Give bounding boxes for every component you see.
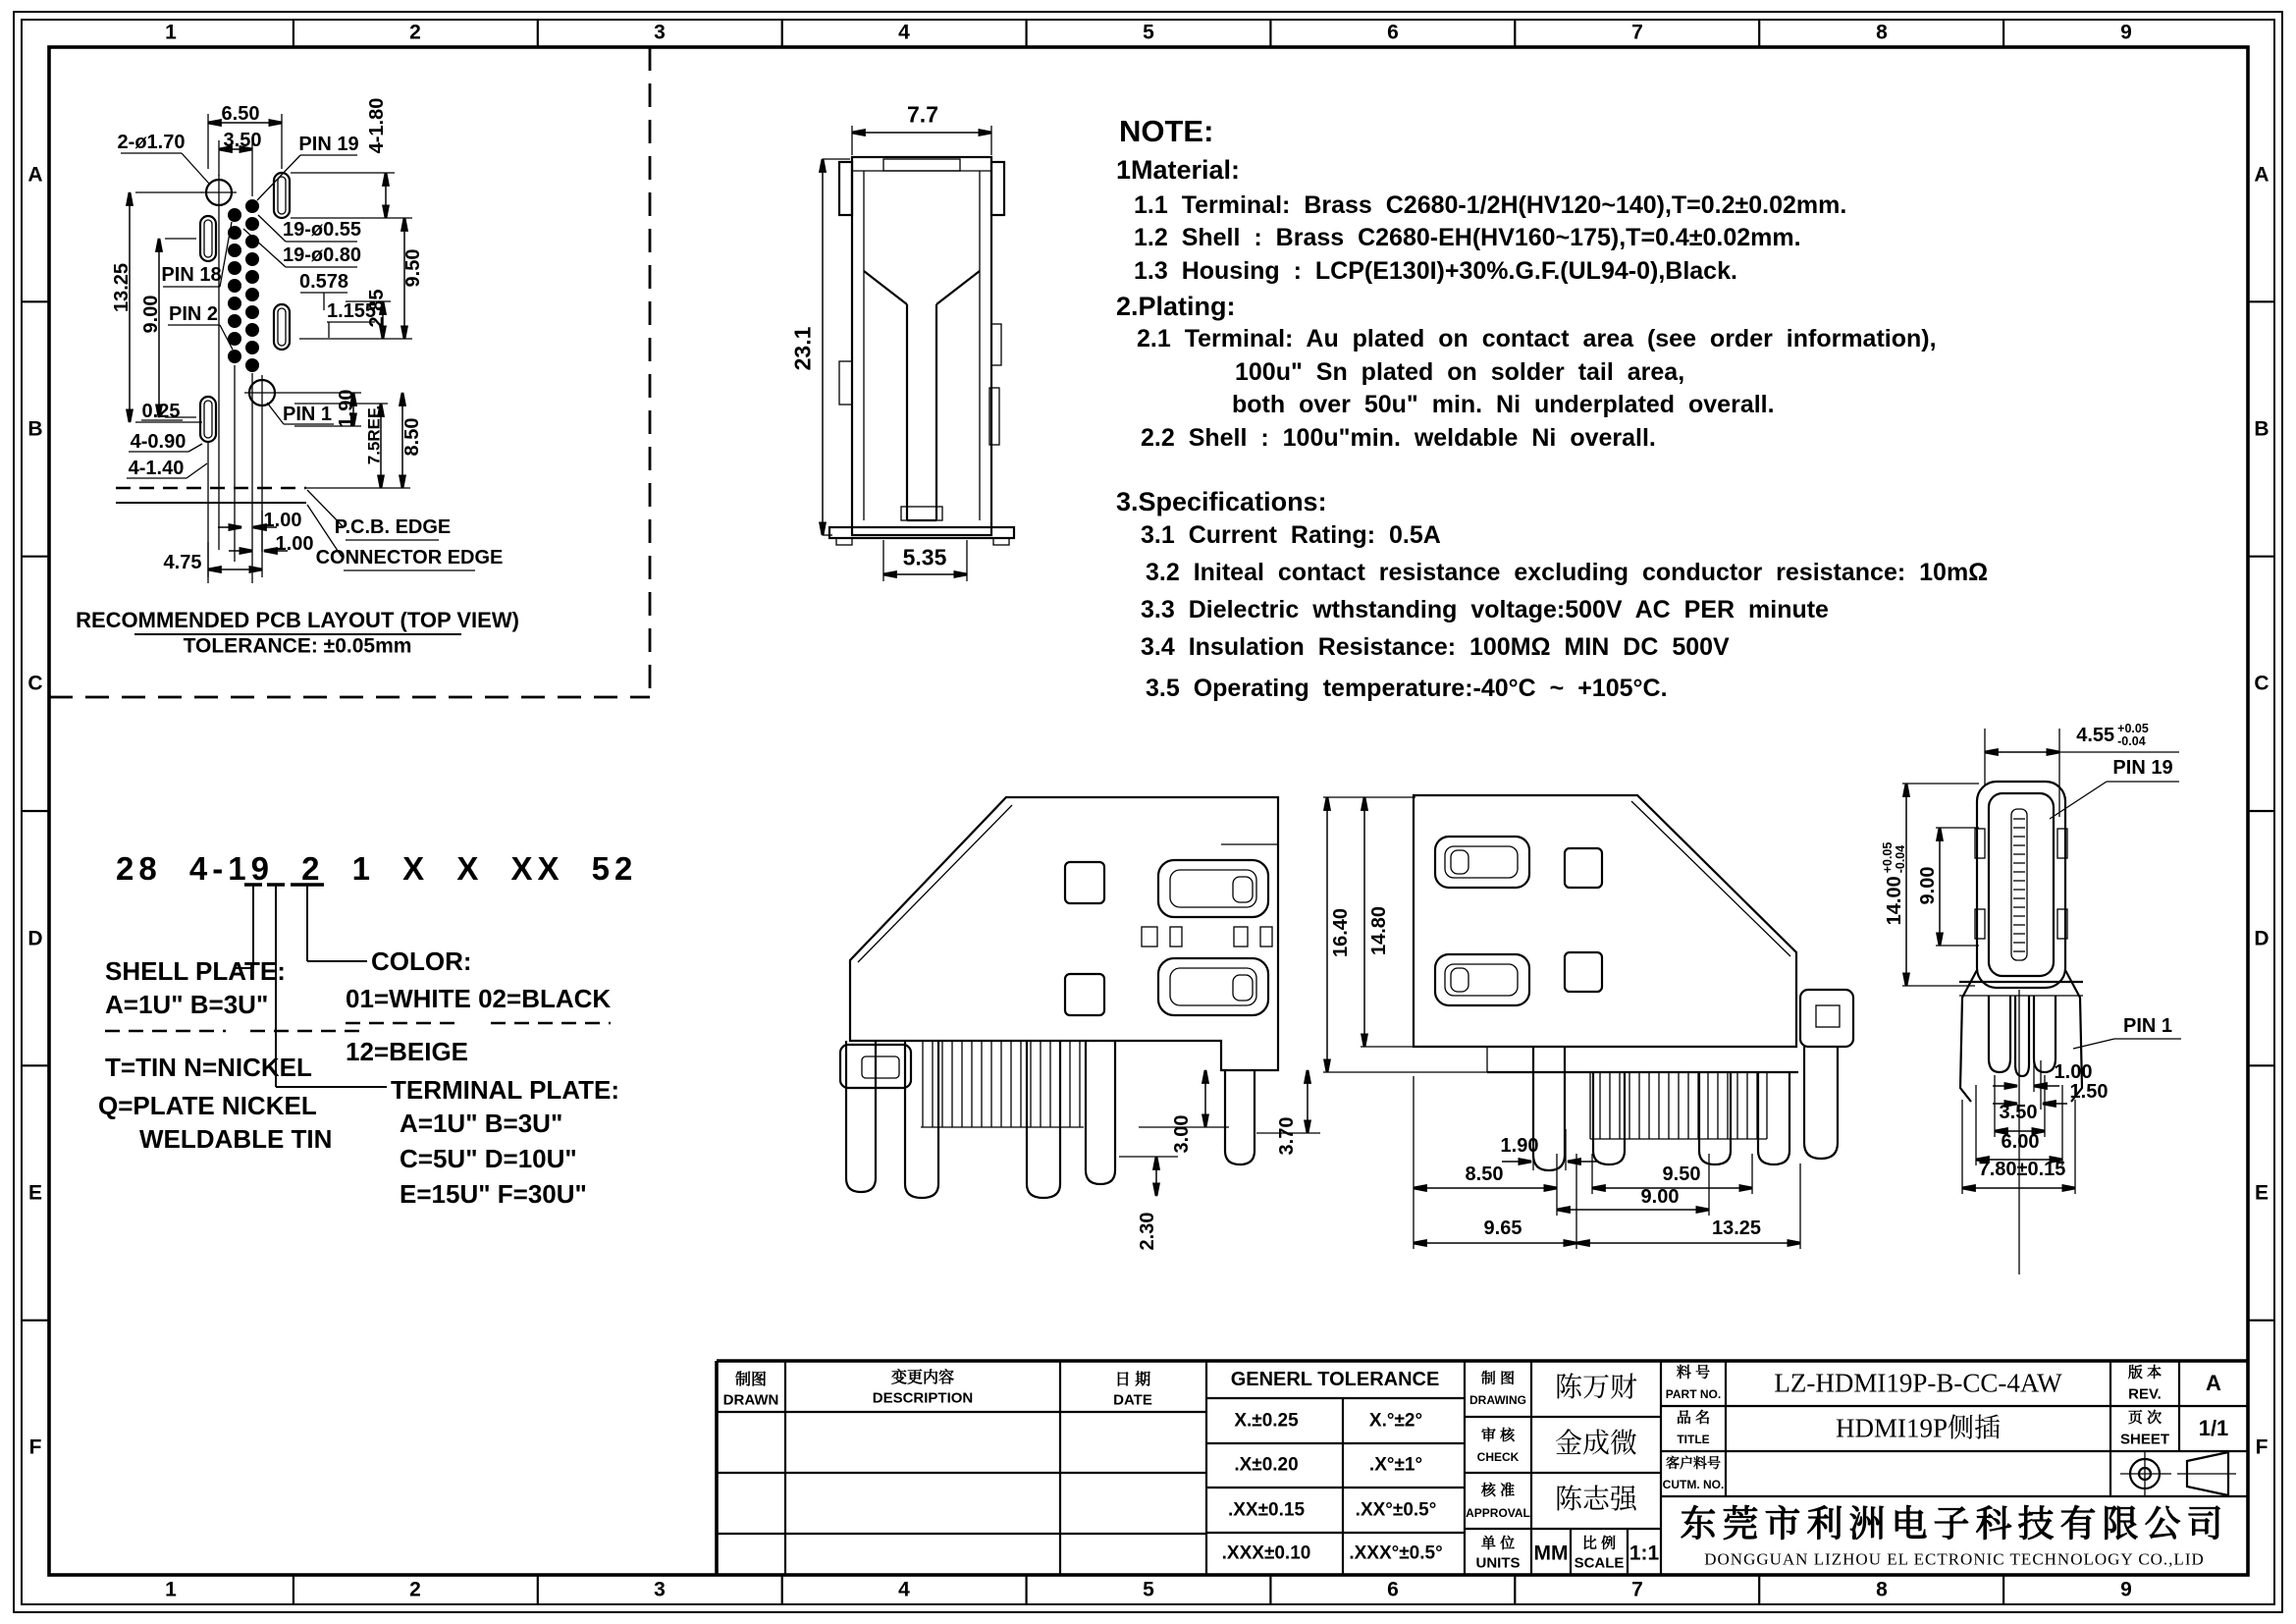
dim-8-50: 8.50 [401,417,423,457]
zone-col: 8 [1876,21,1888,44]
color-title: COLOR: [371,947,472,976]
units-value: MM [1533,1542,1569,1565]
dim-1-90: 1.90 [336,389,357,428]
zone-col: 3 [654,21,666,44]
dim-7-5ref: 7.5REF. [364,405,384,465]
shell-plate-options: Q=PLATE NICKEL [98,1091,317,1120]
company-name-en: DONGGUAN LIZHOU EL ECTRONIC TECHNOLOGY CO.,LID [1704,1549,2205,1569]
company-name-cn: 东莞市利洲电子科技有限公司 [1680,1503,2229,1544]
dim-1-00: 1.00 [2054,1061,2093,1083]
title-value: HDMI19P侧插 [1835,1413,2002,1443]
dim-19-055: 19-ø0.55 [282,219,362,241]
note-line: 3.2 Initeal contact resistance excluding conductor resistance: 10mΩ [1146,559,1989,586]
units-label-cn: 单 位 [1480,1535,1516,1552]
zone-col: 2 [409,21,421,44]
terminal-plate-options: C=5U" D=10U" [400,1144,577,1173]
part-no-label-en: PART NO. [1665,1387,1722,1401]
tolerance-cell: .XX±0.15 [1227,1499,1306,1521]
zone-row: B [2254,417,2269,441]
label-pin1: PIN 1 [282,404,333,425]
rev-label-en: REV. [2128,1385,2162,1403]
dim-13-25: 13.25 [1711,1218,1762,1239]
zone-row: C [27,672,43,695]
tolerance-cell: X.°±2° [1368,1410,1423,1432]
note-line: 3.3 Dielectric wthstanding voltage:500V AC PER minute [1141,596,1829,623]
color-options: 01=WHITE 02=BLACK [346,984,612,1013]
plug-view [1902,729,2181,1274]
rev-label-cn: 版 本 [2127,1364,2163,1381]
dim-9-00: 9.00 [1917,866,1939,905]
label-pin18: PIN 18 [161,264,222,286]
dim-9-50: 9.50 [1662,1164,1701,1185]
zone-row: B [27,417,43,441]
dim-1-00a: 1.00 [263,510,302,531]
drawing-label-cn: 制 图 [1480,1370,1516,1387]
terminal-plate-options: A=1U" B=3U" [400,1109,563,1138]
approval-label-en: APPROVAL [1466,1506,1530,1520]
dim-14-00: 14.00 +0.05 -0.04 [1880,841,1907,926]
dim-3-00: 3.00 [1171,1114,1193,1154]
scale-value: 1:1 [1629,1542,1660,1565]
dim-7-80: 7.80±0.15 [1978,1159,2066,1180]
note-line: 100u" Sn plated on solder tail area, [1235,358,1685,386]
zone-col: 4 [898,1578,910,1601]
zone-row: E [27,1181,43,1205]
zone-col: 8 [1876,1578,1888,1601]
note-line: 1.1 Terminal: Brass C2680-1/2H(HV120~140),T=0.2±0.02mm. [1134,191,1847,219]
dim-4-55: 4.55 +0.05 -0.04 [2076,721,2149,748]
terminal-plate-title: TERMINAL PLATE: [391,1075,620,1105]
date-label-en: DATE [1113,1391,1152,1409]
dim-2-85: 2.85 [366,289,388,328]
pcb-caption: RECOMMENDED PCB LAYOUT (TOP VIEW) [76,608,519,632]
tolerance-cell: X.±0.25 [1234,1410,1299,1432]
note-line: both over 50u" min. Ni underplated overall. [1232,391,1775,418]
zone-col: 9 [2120,21,2132,44]
note-line: 1.2 Shell : Brass C2680-EH(HV160~175),T=0.4±0.02mm. [1134,224,1801,251]
shell-plate-title: SHELL PLATE: [105,956,286,986]
note-line: 2.2 Shell : 100u"min. weldable Ni overall. [1141,424,1656,452]
dim-19-080: 19-ø0.80 [282,244,362,266]
dim-1-50: 1.50 [2069,1081,2109,1103]
dim-1155: 1.155 [326,300,377,322]
dim-16-40: 16.40 [1330,907,1352,958]
tolerance-title: GENERL TOLERANCE [1230,1369,1440,1390]
zone-col: 1 [165,21,177,44]
customer-no-label-cn: 客户料号 [1666,1455,1721,1471]
pcb-caption-tolerance: TOLERANCE: ±0.05mm [183,634,412,658]
zone-row: D [2254,927,2269,950]
dim-1-90: 1.90 [1500,1135,1539,1157]
dim-5-35: 5.35 [902,544,947,570]
zone-row: C [2254,672,2269,695]
dim-4-140: 4-1.40 [128,458,185,479]
rear-view [1323,795,1853,1249]
sheet-value: 1/1 [2198,1416,2229,1440]
dim-6-00: 6.00 [2001,1131,2040,1153]
color-options: 12=BEIGE [346,1037,469,1066]
dim-1-00b: 1.00 [275,533,314,555]
description-label-cn: 变更内容 [890,1370,955,1386]
tolerance-cell: .X±0.20 [1234,1454,1299,1476]
dim-4-090: 4-0.90 [130,431,187,453]
label-connector-edge: CONNECTOR EDGE [315,547,504,568]
dim-4-180: 4-1.80 [366,97,388,154]
title-label-cn: 品 名 [1676,1409,1711,1427]
dim-3-70: 3.70 [1276,1116,1298,1156]
tolerance-cell: .XXX±0.10 [1221,1543,1311,1564]
note-line: 3.4 Insulation Resistance: 100MΩ MIN DC 500V [1141,633,1730,661]
approval-label-cn: 核 准 [1480,1482,1516,1499]
description-label-en: DESCRIPTION [872,1389,974,1407]
dim-9-50: 9.50 [402,248,424,288]
note-line: 3.Specifications: [1116,487,1327,516]
dim-9-00: 9.00 [1640,1186,1680,1208]
zone-row: A [2254,163,2269,187]
check-label-en: CHECK [1476,1450,1520,1464]
part-no-label-cn: 料 号 [1676,1364,1711,1381]
zone-col: 5 [1143,21,1154,44]
zone-row: A [27,163,43,187]
tolerance-cell: .XXX°±0.5° [1349,1543,1443,1564]
drawn-label-en: DRAWN [722,1391,779,1409]
dim-4-75: 4.75 [163,552,202,573]
drawing-label-en: DRAWING [1469,1393,1526,1407]
zone-col: 7 [1631,21,1643,44]
dim-14-80: 14.80 [1368,905,1390,956]
dim-13-25: 13.25 [111,262,133,313]
dim-3-50: 3.50 [1999,1102,2038,1123]
label-pin2: PIN 2 [168,303,219,325]
zone-col: 4 [898,21,910,44]
dim-9-65: 9.65 [1483,1218,1522,1239]
date-label-cn: 日 期 [1114,1372,1151,1388]
zone-col: 7 [1631,1578,1643,1601]
drawn-label-cn: 制图 [734,1372,768,1388]
approval-name: 陈志强 [1554,1485,1638,1515]
label-pcb-edge: P.C.B. EDGE [334,516,452,538]
side-view [840,797,1320,1198]
label-pin1: PIN 1 [2122,1015,2173,1037]
tolerance-cell: .X°±1° [1368,1454,1423,1476]
zone-col: 3 [654,1578,666,1601]
zone-col: 6 [1387,21,1399,44]
dim-2-holes: 2-ø1.70 [117,132,186,153]
note-line: 1.3 Housing : LCP(E130I)+30%.G.F.(UL94-0),Black. [1134,257,1737,285]
zone-row: F [2255,1435,2269,1459]
zone-col: 1 [165,1578,177,1601]
note-line: 2.Plating: [1116,292,1236,321]
zone-col: 9 [2120,1578,2132,1601]
rev-value: A [2206,1371,2221,1395]
zone-col: 2 [409,1578,421,1601]
zone-col: 5 [1143,1578,1154,1601]
zone-row: F [28,1435,42,1459]
zone-col: 6 [1387,1578,1399,1601]
scale-label-cn: 比 例 [1581,1535,1617,1552]
dim-7-7: 7.7 [907,101,938,128]
shell-plate-options: WELDABLE TIN [139,1124,333,1154]
dim-0578: 0.578 [298,271,349,293]
dim-6-50: 6.50 [221,103,260,125]
check-label-cn: 审 核 [1480,1427,1516,1444]
shell-plate-options: T=TIN N=NICKEL [105,1053,312,1082]
label-pin19: PIN 19 [298,134,359,155]
customer-no-label-en: CUTM. NO. [1662,1478,1725,1491]
ordering-code: 28 4-19 2 1 X X XX 52 [116,850,638,887]
units-label-en: UNITS [1475,1554,1521,1572]
dim-3-50: 3.50 [223,130,262,151]
note-title: NOTE: [1119,114,1214,148]
dim-23-1: 23.1 [789,326,816,371]
label-pin19: PIN 19 [2112,757,2173,779]
zone-row: E [2254,1181,2269,1205]
check-name: 金成微 [1554,1429,1638,1459]
zone-row: D [27,927,43,950]
note-line: 3.1 Current Rating: 0.5A [1141,521,1441,549]
part-no-value: LZ-HDMI19P-B-CC-4AW [1774,1368,2062,1398]
sheet-label-en: SHEET [2119,1431,2170,1448]
tolerance-cell: .XX°±0.5° [1355,1499,1437,1521]
dim-0-25: 0.25 [141,401,181,422]
sheet-label-cn: 页 次 [2127,1409,2163,1427]
title-label-en: TITLE [1677,1433,1710,1446]
front-view [823,126,1014,581]
shell-plate-options: A=1U" B=3U" [105,990,269,1019]
terminal-plate-options: E=15U" F=30U" [400,1179,587,1209]
drawing-name: 陈万财 [1554,1373,1638,1403]
dim-8-50: 8.50 [1465,1164,1504,1185]
dim-9-00: 9.00 [140,295,162,334]
dim-2-30: 2.30 [1137,1212,1158,1251]
note-line: 3.5 Operating temperature:-40°C ~ +105°C. [1146,675,1668,702]
scale-label-en: SCALE [1574,1554,1625,1572]
note-line: 2.1 Terminal: Au plated on contact area (see order information), [1137,325,1937,352]
note-line: 1Material: [1116,155,1241,185]
